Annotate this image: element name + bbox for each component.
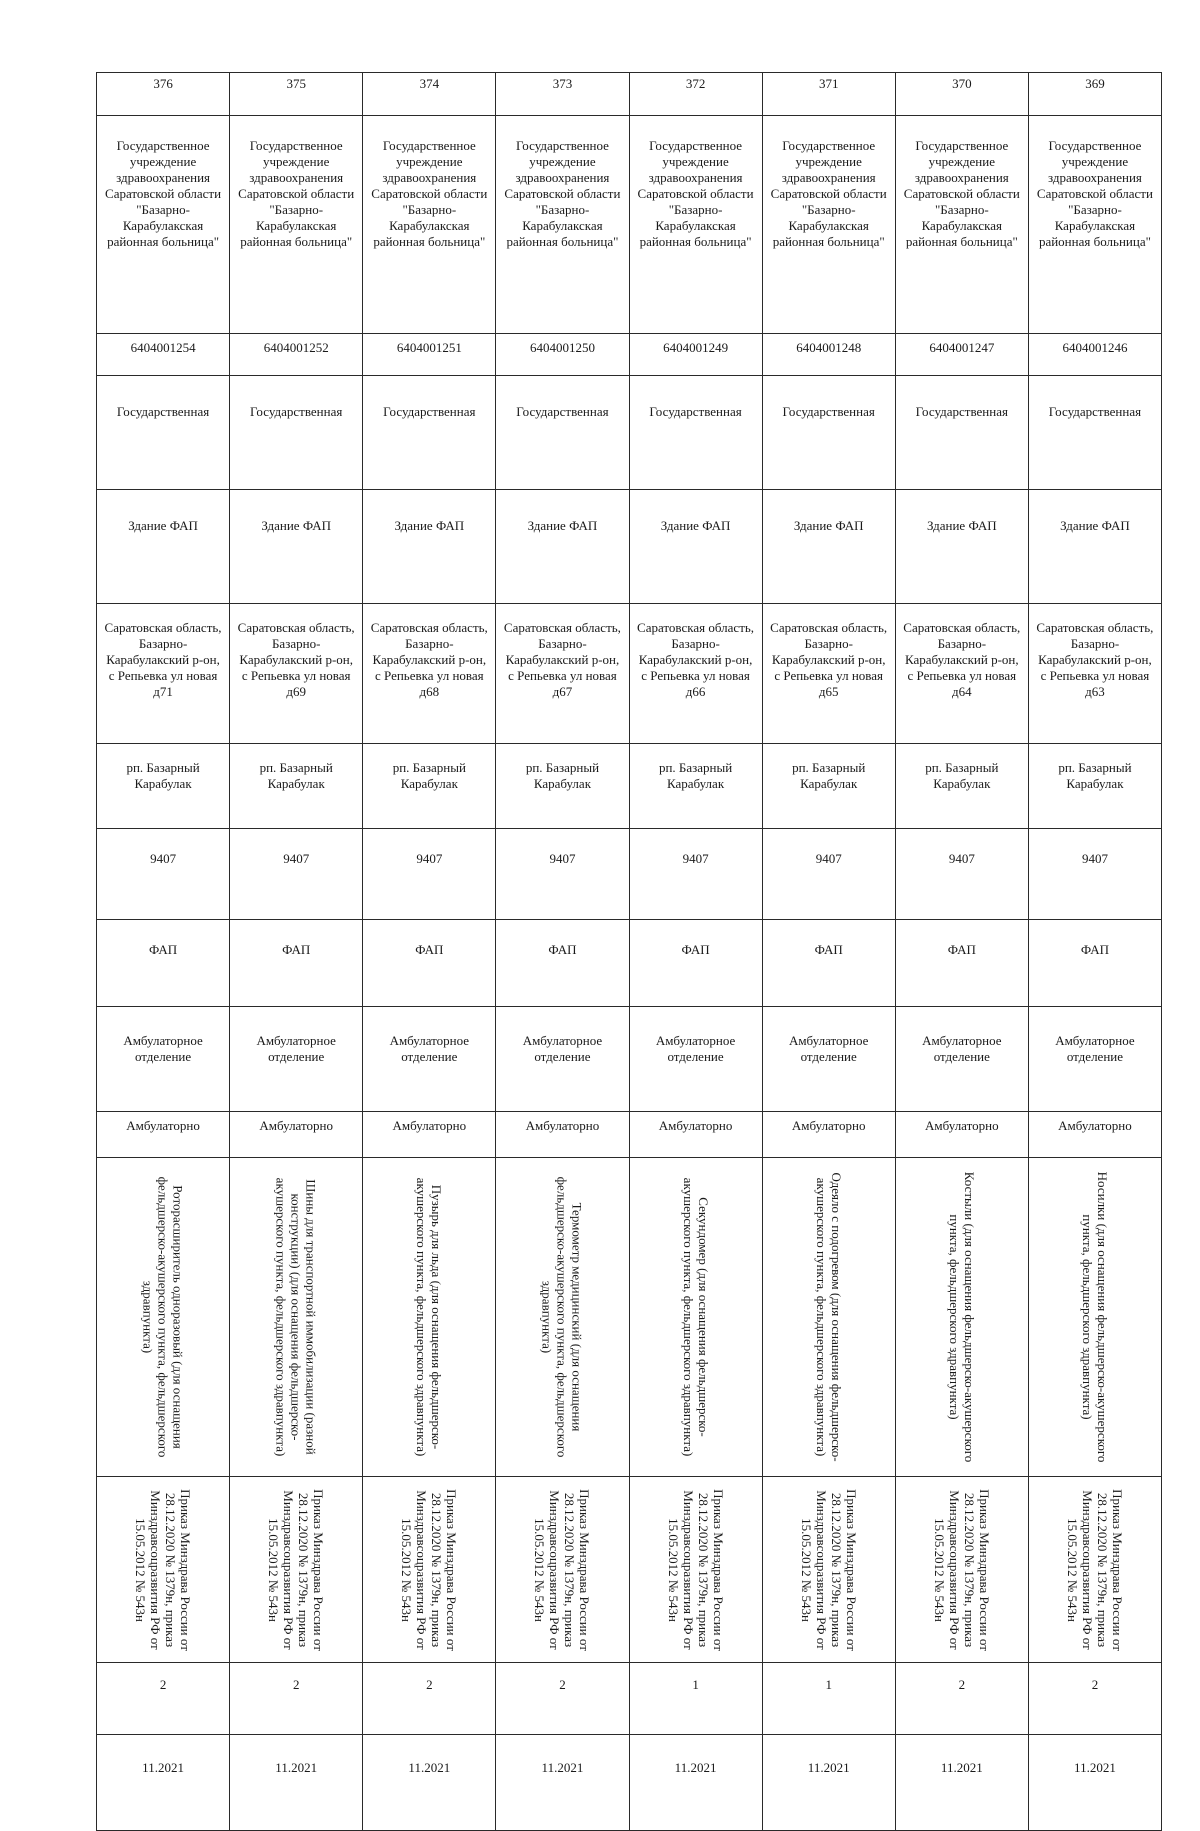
- care-mode-cell: [363, 1112, 496, 1158]
- record-number-cell: [762, 73, 895, 116]
- quantity-cell: [895, 1663, 1028, 1735]
- locality-cell: [363, 744, 496, 829]
- department-text: Амбулаторное отделение: [655, 1033, 736, 1064]
- legal-basis-text: Приказ Минздрава России от 28.12.2020 № 1379н, приказ Минздравсоцразвития РФ от 15.05.2012 № 543н: [1064, 1488, 1125, 1651]
- address-cell: [895, 604, 1028, 744]
- date-text: 11.2021: [807, 1760, 850, 1775]
- code-cell: [363, 829, 496, 920]
- object-name-cell: [762, 490, 895, 604]
- date-text: 11.2021: [275, 1760, 318, 1775]
- object-name-cell: [895, 490, 1028, 604]
- facility-type-text: ФАП: [1080, 942, 1110, 957]
- record-number-cell: [496, 73, 629, 116]
- table-row-inn: [97, 334, 1162, 376]
- date-text: 11.2021: [940, 1760, 983, 1775]
- equipment-item-cell: [230, 1158, 363, 1477]
- facility-type-cell: [629, 920, 762, 1007]
- date-text: 11.2021: [142, 1760, 184, 1775]
- locality-text: рп. Базарный Карабулак: [1058, 760, 1132, 791]
- legal-basis-text: Приказ Минздрава России от 28.12.2020 № 1379н, приказ Минздравсоцразвития РФ от 15.05.2012 № 543н: [931, 1488, 992, 1651]
- address-cell: [363, 604, 496, 744]
- ownership-form-text: Государственная: [915, 404, 1008, 419]
- equipment-item-cell: [363, 1158, 496, 1477]
- date-cell: [496, 1735, 629, 1831]
- inn-cell: [496, 334, 629, 376]
- facility-type-cell: [496, 920, 629, 1007]
- quantity-text: 2: [159, 1677, 167, 1692]
- address-cell: [1028, 604, 1161, 744]
- organization-name-text: Государственное учреждение здравоохранения Саратовской области "Базарно-Карабулакская районная больница": [371, 138, 488, 249]
- address-text: Саратовская область, Базарно-Карабулакский р-он, с Репьевка ул новая д64: [903, 620, 1021, 699]
- facility-type-cell: [895, 920, 1028, 1007]
- record-number-text: 374: [419, 76, 440, 91]
- legal-basis-text: Приказ Минздрава России от 28.12.2020 № 1379н, приказ Минздравсоцразвития РФ от 15.05.2012 № 543н: [266, 1488, 327, 1651]
- organization-name-cell: [629, 116, 762, 334]
- object-name-text: Здание ФАП: [261, 518, 332, 533]
- equipment-item-text: Носилки (для оснащения фельдшерско-акушерского пункта, фельдшерского здравпункта): [1079, 1171, 1110, 1463]
- code-cell: [762, 829, 895, 920]
- record-number-text: 371: [818, 76, 839, 91]
- equipment-item-text: Шины для транспортной иммобилизации (разной конструкции) (для оснащения фельдшерско-акушерского пункта, фельдшерского здравпункта): [273, 1177, 319, 1457]
- locality-text: рп. Базарный Карабулак: [792, 760, 866, 791]
- inn-cell: [1028, 334, 1161, 376]
- locality-cell: [496, 744, 629, 829]
- table-row-basis: [97, 1477, 1162, 1663]
- date-text: 11.2021: [1074, 1760, 1116, 1775]
- organization-name-cell: [895, 116, 1028, 334]
- ownership-form-text: Государственная: [383, 404, 476, 419]
- care-mode-text: Амбулаторно: [259, 1118, 333, 1133]
- ownership-form-cell: [496, 376, 629, 490]
- address-text: Саратовская область, Базарно-Карабулакский р-он, с Репьевка ул новая д68: [370, 620, 488, 699]
- quantity-text: 2: [958, 1677, 966, 1692]
- inn-cell: [762, 334, 895, 376]
- legal-basis-text: Приказ Минздрава России от 28.12.2020 № 1379н, приказ Минздравсоцразвития РФ от 15.05.2012 № 543н: [399, 1488, 460, 1651]
- locality-text: рп. Базарный Карабулак: [392, 760, 466, 791]
- equipment-item-cell: [1028, 1158, 1161, 1477]
- address-cell: [629, 604, 762, 744]
- department-cell: [363, 1007, 496, 1112]
- quantity-text: 1: [825, 1677, 832, 1692]
- equipment-item-text: Роторасширитель одноразовый (для оснащения фельдшерско-акушерского пункта, фельдшерского здравпункта): [140, 1176, 186, 1458]
- facility-type-cell: [363, 920, 496, 1007]
- date-cell: [1028, 1735, 1161, 1831]
- address-text: Саратовская область, Базарно-Карабулакский р-он, с Репьевка ул новая д69: [237, 620, 355, 699]
- department-text: Амбулаторное отделение: [922, 1033, 1002, 1064]
- code-text: 9407: [1081, 851, 1108, 866]
- organization-name-cell: [496, 116, 629, 334]
- facility-type-text: ФАП: [947, 942, 976, 957]
- locality-text: рп. Базарный Карабулак: [925, 760, 999, 791]
- date-cell: [363, 1735, 496, 1831]
- inn-text: 6404001254: [130, 340, 196, 355]
- date-cell: [97, 1735, 230, 1831]
- quantity-cell: [230, 1663, 363, 1735]
- record-number-cell: [363, 73, 496, 116]
- code-cell: [230, 829, 363, 920]
- care-mode-text: Амбулаторно: [1058, 1118, 1132, 1133]
- inn-cell: [629, 334, 762, 376]
- inn-text: 6404001252: [263, 340, 329, 355]
- record-number-text: 369: [1085, 76, 1105, 91]
- object-name-text: Здание ФАП: [527, 518, 598, 533]
- table-row-num: [97, 73, 1162, 116]
- organization-name-text: Государственное учреждение здравоохранения Саратовской области "Базарно-Карабулакская районная больница": [637, 138, 754, 249]
- department-text: Амбулаторное отделение: [788, 1033, 869, 1064]
- organization-name-text: Государственное учреждение здравоохранения Саратовской области "Базарно-Карабулакская районная больница": [770, 138, 887, 249]
- facility-type-cell: [762, 920, 895, 1007]
- code-cell: [895, 829, 1028, 920]
- quantity-cell: [629, 1663, 762, 1735]
- code-text: 9407: [815, 851, 842, 866]
- address-text: Саратовская область, Базарно-Карабулакский р-он, с Репьевка ул новая д66: [637, 620, 755, 699]
- locality-cell: [230, 744, 363, 829]
- table-row-org: [97, 116, 1162, 334]
- department-cell: [1028, 1007, 1161, 1112]
- record-number-text: 375: [286, 76, 306, 91]
- equipment-item-text: Термометр медицинский (для оснащения фельдшерско-акушерского пункта, фельдшерского здравпункта): [539, 1176, 585, 1458]
- legal-basis-text: Приказ Минздрава России от 28.12.2020 № 1379н, приказ Минздравсоцразвития РФ от 15.05.2012 № 543н: [133, 1488, 194, 1651]
- locality-text: рп. Базарный Карабулак: [525, 760, 600, 791]
- facility-type-text: ФАП: [681, 942, 710, 957]
- equipment-item-cell: [895, 1158, 1028, 1477]
- equipment-register-table: [96, 72, 1162, 1831]
- facility-type-cell: [1028, 920, 1161, 1007]
- equipment-item-text: Пузырь для льда (для оснащения фельдшерско-акушерского пункта, фельдшерского здравпункта): [414, 1177, 445, 1457]
- code-text: 9407: [682, 851, 709, 866]
- object-name-text: Здание ФАП: [660, 518, 731, 533]
- locality-cell: [1028, 744, 1161, 829]
- department-text: Амбулаторное отделение: [389, 1033, 470, 1064]
- inn-cell: [895, 334, 1028, 376]
- facility-type-text: ФАП: [148, 942, 178, 957]
- quantity-text: 1: [692, 1677, 699, 1692]
- legal-basis-cell: [496, 1477, 629, 1663]
- care-mode-cell: [895, 1112, 1028, 1158]
- date-cell: [629, 1735, 762, 1831]
- organization-name-cell: [1028, 116, 1161, 334]
- department-cell: [629, 1007, 762, 1112]
- inn-text: 6404001247: [929, 340, 995, 355]
- date-cell: [895, 1735, 1028, 1831]
- object-name-text: Здание ФАП: [793, 518, 864, 533]
- ownership-form-cell: [230, 376, 363, 490]
- table-row-object: [97, 490, 1162, 604]
- legal-basis-cell: [230, 1477, 363, 1663]
- quantity-cell: [97, 1663, 230, 1735]
- inn-text: 6404001249: [663, 340, 729, 355]
- organization-name-cell: [762, 116, 895, 334]
- facility-type-text: ФАП: [415, 942, 444, 957]
- ownership-form-text: Государственная: [516, 404, 609, 419]
- date-text: 11.2021: [408, 1760, 451, 1775]
- address-cell: [496, 604, 629, 744]
- quantity-text: 2: [426, 1677, 433, 1692]
- organization-name-text: Государственное учреждение здравоохранения Саратовской области "Базарно-Карабулакская районная больница": [504, 138, 621, 249]
- department-cell: [895, 1007, 1028, 1112]
- department-cell: [230, 1007, 363, 1112]
- facility-type-cell: [230, 920, 363, 1007]
- code-text: 9407: [948, 851, 975, 866]
- quantity-text: 2: [1091, 1677, 1099, 1692]
- ownership-form-cell: [629, 376, 762, 490]
- table-row-form: [97, 376, 1162, 490]
- legal-basis-cell: [363, 1477, 496, 1663]
- record-number-text: 373: [552, 76, 573, 91]
- locality-text: рп. Базарный Карабулак: [126, 760, 200, 791]
- object-name-cell: [1028, 490, 1161, 604]
- object-name-cell: [629, 490, 762, 604]
- address-text: Саратовская область, Базарно-Карабулакский р-он, с Репьевка ул новая д71: [104, 620, 222, 699]
- facility-type-text: ФАП: [814, 942, 843, 957]
- organization-name-cell: [230, 116, 363, 334]
- locality-text: рп. Базарный Карабулак: [259, 760, 333, 791]
- care-mode-text: Амбулаторно: [658, 1118, 733, 1133]
- table-row-locality: [97, 744, 1162, 829]
- table-row-qty: [97, 1663, 1162, 1735]
- quantity-cell: [496, 1663, 629, 1735]
- facility-type-cell: [97, 920, 230, 1007]
- locality-cell: [97, 744, 230, 829]
- department-cell: [762, 1007, 895, 1112]
- department-text: Амбулаторное отделение: [256, 1033, 336, 1064]
- care-mode-cell: [629, 1112, 762, 1158]
- department-text: Амбулаторное отделение: [1055, 1033, 1135, 1064]
- ownership-form-text: Государственная: [1048, 404, 1142, 419]
- record-number-cell: [895, 73, 1028, 116]
- quantity-text: 2: [292, 1677, 300, 1692]
- legal-basis-text: Приказ Минздрава России от 28.12.2020 № 1379н, приказ Минздравсоцразвития РФ от 15.05.2012 № 543н: [798, 1488, 859, 1651]
- code-cell: [496, 829, 629, 920]
- department-cell: [496, 1007, 629, 1112]
- department-text: Амбулаторное отделение: [522, 1033, 603, 1064]
- table-row-mode: [97, 1112, 1162, 1158]
- ownership-form-text: Государственная: [250, 404, 343, 419]
- care-mode-cell: [496, 1112, 629, 1158]
- object-name-cell: [97, 490, 230, 604]
- code-cell: [1028, 829, 1161, 920]
- object-name-cell: [363, 490, 496, 604]
- ownership-form-text: Государственная: [649, 404, 742, 419]
- code-text: 9407: [150, 851, 177, 866]
- care-mode-cell: [1028, 1112, 1161, 1158]
- table-row-item: [97, 1158, 1162, 1477]
- date-text: 11.2021: [674, 1760, 717, 1775]
- care-mode-text: Амбулаторно: [791, 1118, 866, 1133]
- locality-cell: [895, 744, 1028, 829]
- table-row-date: [97, 1735, 1162, 1831]
- facility-type-text: ФАП: [282, 942, 311, 957]
- table-row-code: [97, 829, 1162, 920]
- address-cell: [230, 604, 363, 744]
- care-mode-text: Амбулаторно: [392, 1118, 467, 1133]
- legal-basis-cell: [629, 1477, 762, 1663]
- legal-basis-text: Приказ Минздрава России от 28.12.2020 № 1379н, приказ Минздравсоцразвития РФ от 15.05.2012 № 543н: [665, 1488, 726, 1651]
- address-text: Саратовская область, Базарно-Карабулакский р-он, с Репьевка ул новая д65: [770, 620, 888, 699]
- table-row-type: [97, 920, 1162, 1007]
- equipment-item-cell: [496, 1158, 629, 1477]
- date-cell: [762, 1735, 895, 1831]
- care-mode-text: Амбулаторно: [525, 1118, 600, 1133]
- record-number-text: 370: [952, 76, 972, 91]
- legal-basis-cell: [1028, 1477, 1161, 1663]
- object-name-cell: [496, 490, 629, 604]
- equipment-item-cell: [629, 1158, 762, 1477]
- address-text: Саратовская область, Базарно-Карабулакский р-он, с Репьевка ул новая д67: [503, 620, 621, 699]
- equipment-item-text: Секундомер (для оснащения фельдшерско-акушерского пункта, фельдшерского здравпункта): [680, 1177, 711, 1457]
- record-number-text: 372: [685, 76, 706, 91]
- inn-cell: [363, 334, 496, 376]
- record-number-cell: [629, 73, 762, 116]
- inn-text: 6404001250: [529, 340, 595, 355]
- inn-cell: [97, 334, 230, 376]
- locality-text: рп. Базарный Карабулак: [658, 760, 733, 791]
- inn-text: 6404001251: [396, 340, 462, 355]
- quantity-cell: [762, 1663, 895, 1735]
- record-number-cell: [230, 73, 363, 116]
- legal-basis-cell: [762, 1477, 895, 1663]
- care-mode-text: Амбулаторно: [126, 1118, 200, 1133]
- record-number-text: 376: [153, 76, 173, 91]
- record-number-cell: [1028, 73, 1161, 116]
- code-cell: [629, 829, 762, 920]
- object-name-text: Здание ФАП: [926, 518, 997, 533]
- equipment-item-cell: [97, 1158, 230, 1477]
- ownership-form-cell: [363, 376, 496, 490]
- ownership-form-cell: [895, 376, 1028, 490]
- code-text: 9407: [416, 851, 443, 866]
- legal-basis-text: Приказ Минздрава России от 28.12.2020 № 1379н, приказ Минздравсоцразвития РФ от 15.05.2012 № 543н: [532, 1488, 593, 1651]
- object-name-cell: [230, 490, 363, 604]
- table-row-unit: [97, 1007, 1162, 1112]
- record-number-cell: [97, 73, 230, 116]
- legal-basis-cell: [97, 1477, 230, 1663]
- address-text: Саратовская область, Базарно-Карабулакский р-он, с Репьевка ул новая д63: [1036, 620, 1154, 699]
- code-text: 9407: [549, 851, 576, 866]
- legal-basis-cell: [895, 1477, 1028, 1663]
- ownership-form-cell: [762, 376, 895, 490]
- ownership-form-text: Государственная: [116, 404, 210, 419]
- ownership-form-cell: [1028, 376, 1161, 490]
- quantity-cell: [1028, 1663, 1161, 1735]
- equipment-item-text: Костыли (для оснащения фельдшерско-акушерского пункта, фельдшерского здравпункта): [946, 1171, 977, 1463]
- quantity-cell: [363, 1663, 496, 1735]
- table-row-address: [97, 604, 1162, 744]
- organization-name-cell: [363, 116, 496, 334]
- ownership-form-cell: [97, 376, 230, 490]
- address-cell: [97, 604, 230, 744]
- inn-cell: [230, 334, 363, 376]
- ownership-form-text: Государственная: [782, 404, 875, 419]
- code-cell: [97, 829, 230, 920]
- date-text: 11.2021: [541, 1760, 584, 1775]
- facility-type-text: ФАП: [548, 942, 577, 957]
- address-cell: [762, 604, 895, 744]
- organization-name-text: Государственное учреждение здравоохранения Саратовской области "Базарно-Карабулакская районная больница": [238, 138, 355, 249]
- locality-cell: [629, 744, 762, 829]
- date-cell: [230, 1735, 363, 1831]
- quantity-text: 2: [559, 1677, 566, 1692]
- organization-name-text: Государственное учреждение здравоохранения Саратовской области "Базарно-Карабулакская районная больница": [1036, 138, 1153, 249]
- department-text: Амбулаторное отделение: [123, 1033, 203, 1064]
- code-text: 9407: [283, 851, 310, 866]
- organization-name-cell: [97, 116, 230, 334]
- locality-cell: [762, 744, 895, 829]
- care-mode-text: Амбулаторно: [925, 1118, 999, 1133]
- object-name-text: Здание ФАП: [1060, 518, 1130, 533]
- organization-name-text: Государственное учреждение здравоохранения Саратовской области "Базарно-Карабулакская районная больница": [105, 138, 222, 249]
- object-name-text: Здание ФАП: [128, 518, 198, 533]
- organization-name-text: Государственное учреждение здравоохранения Саратовской области "Базарно-Карабулакская районная больница": [903, 138, 1020, 249]
- equipment-item-cell: [762, 1158, 895, 1477]
- inn-text: 6404001248: [796, 340, 862, 355]
- care-mode-cell: [97, 1112, 230, 1158]
- equipment-item-text: Одеяло с подогревом (для оснащения фельдшерско-акушерского пункта, фельдшерского здравпункта): [813, 1172, 844, 1462]
- care-mode-cell: [762, 1112, 895, 1158]
- care-mode-cell: [230, 1112, 363, 1158]
- inn-text: 6404001246: [1062, 340, 1128, 355]
- department-cell: [97, 1007, 230, 1112]
- object-name-text: Здание ФАП: [394, 518, 465, 533]
